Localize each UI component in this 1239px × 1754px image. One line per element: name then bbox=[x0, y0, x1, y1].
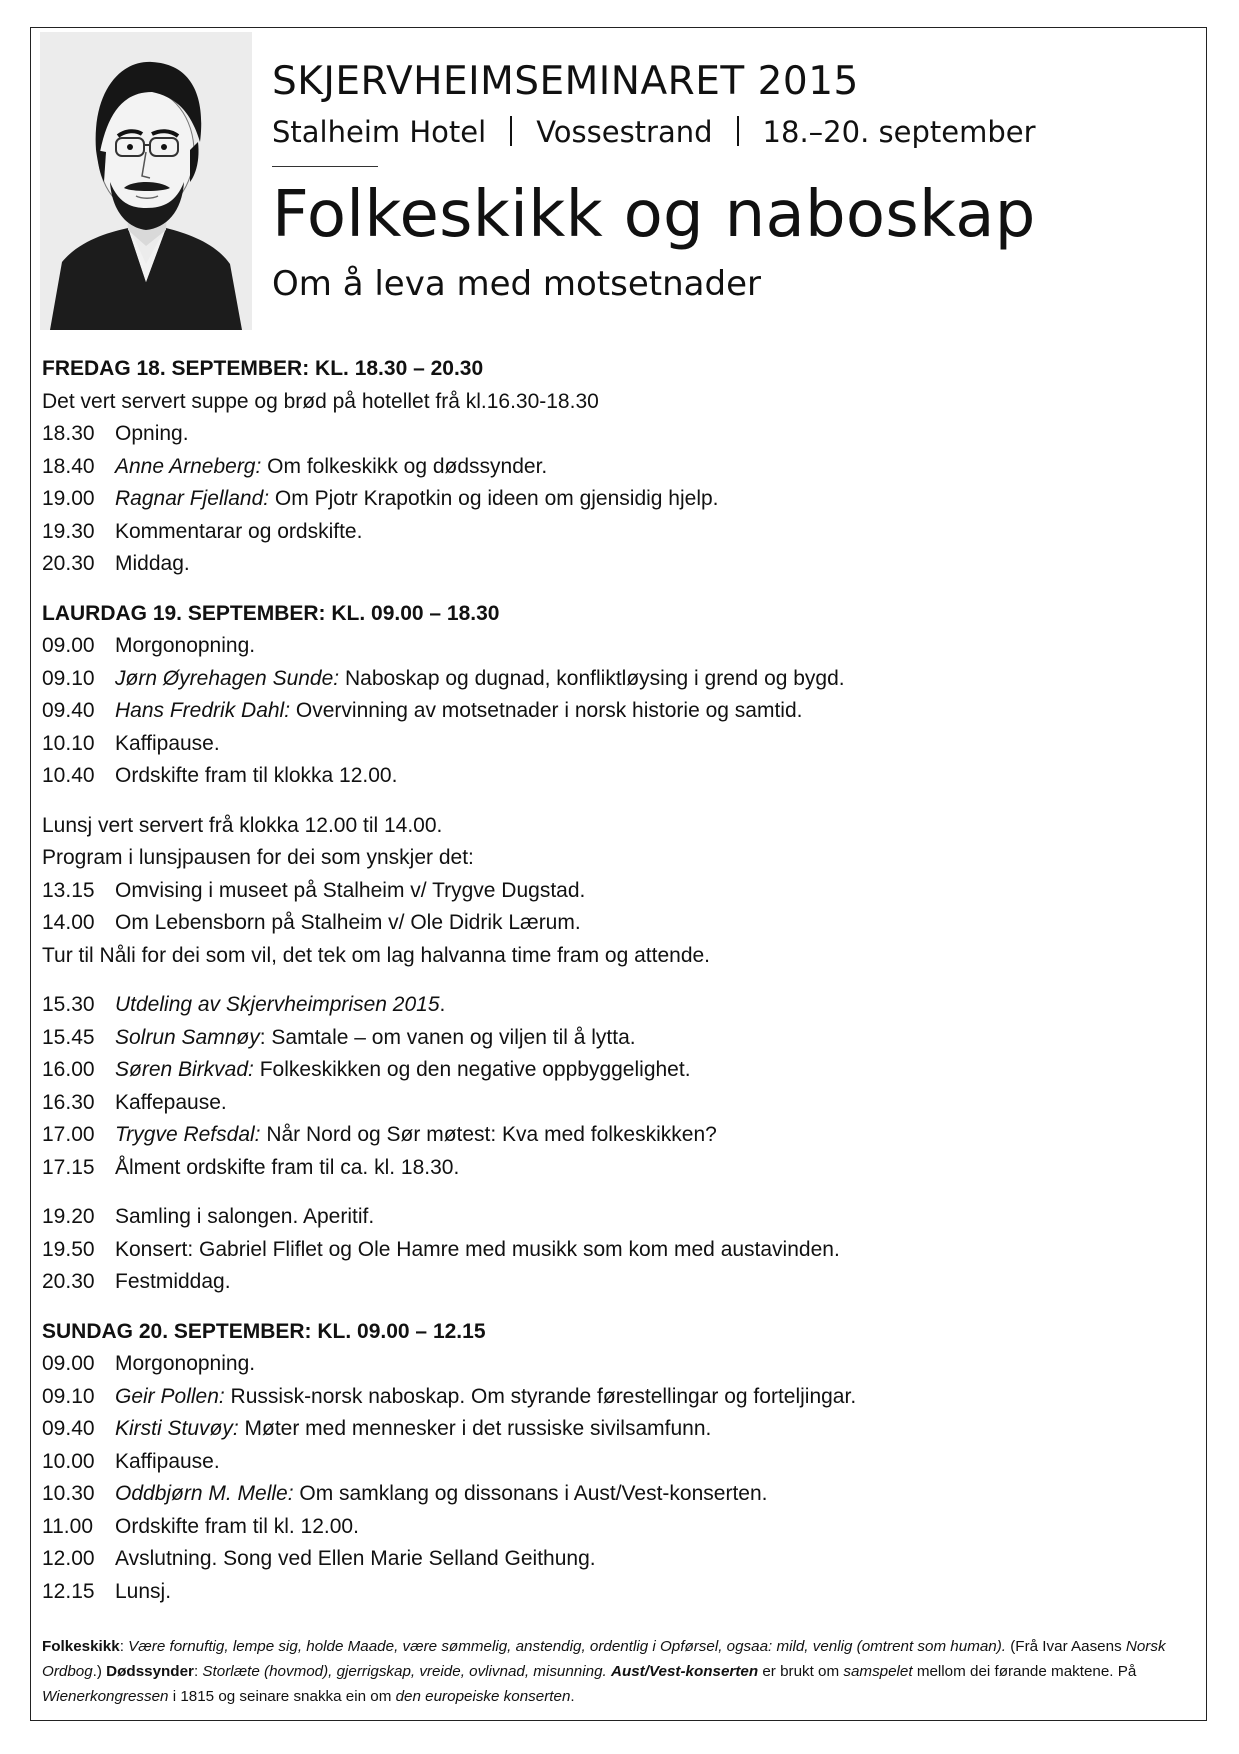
schedule-time: 16.00 bbox=[42, 1058, 95, 1081]
footnote-term: Folkeskikk bbox=[42, 1638, 120, 1655]
schedule-item bbox=[42, 418, 1192, 451]
schedule-list bbox=[42, 989, 1192, 1184]
schedule-item bbox=[42, 663, 1192, 696]
divider bbox=[510, 116, 512, 146]
footnote-definition: Storlæte (hovmod), gjerrigskap, vreide, ovlivnad, misunning. bbox=[202, 1663, 607, 1680]
schedule-text: Om folkeskikk og dødssynder. bbox=[261, 454, 548, 478]
schedule-time: 19.30 bbox=[42, 519, 95, 543]
schedule-time: 18.40 bbox=[42, 454, 95, 478]
footnote-text: : bbox=[119, 1638, 129, 1655]
schedule-item bbox=[42, 989, 1192, 1022]
footnote-text: er brukt om bbox=[758, 1663, 844, 1680]
footnote-term: Dødssynder bbox=[106, 1663, 194, 1680]
schedule-time: 15.45 bbox=[42, 1025, 95, 1049]
schedule-text: Ålment ordskifte fram til ca. kl. 18.30. bbox=[115, 1155, 460, 1179]
schedule-item bbox=[42, 1413, 1192, 1446]
schedule-text: Kommentarar og ordskifte. bbox=[115, 519, 363, 543]
schedule-item bbox=[42, 516, 1192, 549]
schedule-item bbox=[42, 760, 1192, 793]
schedule-item bbox=[42, 1348, 1192, 1381]
schedule-text: Avslutning. Song ved Ellen Marie Selland Geithung. bbox=[115, 1547, 596, 1570]
portrait-drawing bbox=[40, 32, 252, 330]
schedule-item bbox=[42, 1234, 1192, 1267]
venue: Stalheim Hotel bbox=[272, 115, 487, 149]
schedule-time: 09.10 bbox=[42, 666, 95, 690]
program bbox=[42, 353, 1192, 1608]
schedule-text: Samling i salongen. Aperitif. bbox=[115, 1205, 375, 1228]
place: Vossestrand bbox=[536, 115, 713, 149]
footnote-text: i 1815 og seinare snakka ein om bbox=[168, 1688, 396, 1705]
program-note: Tur til Nåli for dei som vil, det tek om lag halvanna time fram og attende. bbox=[42, 943, 711, 967]
page-title: Folkeskikk og naboskap bbox=[272, 178, 1036, 252]
program-note: Program i lunsjpausen for dei som ynskjer det: bbox=[42, 846, 474, 869]
schedule-text: Festmiddag. bbox=[115, 1270, 231, 1293]
schedule-time: 17.00 bbox=[42, 1123, 95, 1146]
schedule-time: 11.00 bbox=[42, 1514, 93, 1538]
schedule-item bbox=[42, 1152, 1192, 1185]
schedule-text: Ordskifte fram til kl. 12.00. bbox=[115, 1514, 359, 1538]
schedule-text: Middag. bbox=[115, 552, 190, 575]
footnote-text: : bbox=[193, 1663, 203, 1680]
speaker-name: Jørn Øyrehagen Sunde: bbox=[115, 666, 340, 690]
schedule-list bbox=[42, 630, 1192, 793]
program-note: Det vert servert suppe og brød på hotellet frå kl.16.30-18.30 bbox=[42, 389, 599, 413]
speaker-name: Anne Arneberg: bbox=[115, 454, 262, 478]
schedule-time: 09.40 bbox=[42, 1417, 95, 1440]
schedule-item bbox=[42, 1478, 1192, 1511]
schedule-item bbox=[42, 1511, 1192, 1544]
footnote bbox=[42, 1634, 1194, 1709]
program-note: Lunsj vert servert frå klokka 12.00 til 14.00. bbox=[42, 813, 443, 837]
page-subtitle: Om å leva med motsetnader bbox=[272, 264, 761, 304]
schedule-text: Russisk-norsk naboskap. Om styrande førestellingar og forteljingar. bbox=[224, 1384, 857, 1408]
schedule-time: 10.40 bbox=[42, 764, 95, 787]
schedule-item bbox=[42, 907, 1192, 940]
schedule-time: 19.00 bbox=[42, 487, 95, 510]
schedule-item bbox=[42, 1266, 1192, 1299]
footnote-emphasis: den europeiske konserten bbox=[395, 1688, 571, 1705]
schedule-time: 16.30 bbox=[42, 1090, 95, 1114]
schedule-time: 19.20 bbox=[42, 1205, 95, 1228]
footnote-book: Norsk Ordbog bbox=[42, 1638, 1166, 1680]
schedule-item bbox=[42, 630, 1192, 663]
footnote-text: (Frå Ivar Aasens bbox=[1006, 1638, 1126, 1655]
speaker-name: Hans Fredrik Dahl: bbox=[115, 699, 291, 722]
schedule-text: Overvinning av motsetnader i norsk historie og samtid. bbox=[290, 699, 803, 722]
schedule-text: Når Nord og Sør møtest: Kva med folkeskikken? bbox=[260, 1123, 717, 1146]
schedule-item bbox=[42, 1087, 1192, 1120]
divider bbox=[737, 116, 739, 146]
speaker-name: Søren Birkvad: bbox=[115, 1058, 254, 1081]
header bbox=[272, 58, 1172, 305]
schedule-time: 12.15 bbox=[42, 1579, 95, 1603]
schedule-item bbox=[42, 1446, 1192, 1479]
schedule-list bbox=[42, 875, 1192, 940]
speaker-name: Oddbjørn M. Melle: bbox=[115, 1482, 294, 1505]
schedule-text: Naboskap og dugnad, konfliktløysing i grend og bygd. bbox=[339, 666, 845, 690]
schedule-time: 09.00 bbox=[42, 634, 95, 657]
schedule-item bbox=[42, 1201, 1192, 1234]
seminar-series: SKJERVHEIMSEMINARET 2015 bbox=[272, 59, 859, 104]
footnote-text: . bbox=[570, 1688, 575, 1705]
schedule-text: Om Lebensborn på Stalheim v/ Ole Didrik Lærum. bbox=[115, 911, 581, 934]
schedule-item bbox=[42, 1381, 1192, 1414]
schedule-item bbox=[42, 728, 1192, 761]
schedule-item bbox=[42, 451, 1192, 484]
short-rule bbox=[272, 166, 378, 167]
portrait-icon bbox=[40, 32, 252, 330]
speaker-name: Kirsti Stuvøy: bbox=[115, 1417, 239, 1440]
schedule-item bbox=[42, 483, 1192, 516]
schedule-list bbox=[42, 1201, 1192, 1299]
schedule-text: Lunsj. bbox=[115, 1579, 172, 1603]
footnote-emphasis: Wienerkongressen bbox=[42, 1688, 169, 1705]
speaker-name: Ragnar Fjelland: bbox=[115, 487, 270, 510]
schedule-text: Omvising i museet på Stalheim v/ Trygve Dugstad. bbox=[115, 878, 586, 902]
schedule-time: 09.40 bbox=[42, 699, 95, 722]
dates: 18.–20. september bbox=[762, 115, 1036, 149]
schedule-time: 20.30 bbox=[42, 1270, 95, 1293]
schedule-text: : Samtale – om vanen og viljen til å lytta. bbox=[259, 1025, 636, 1049]
schedule-text: Om samklang og dissonans i Aust/Vest-konserten. bbox=[293, 1482, 768, 1505]
schedule-text: Morgonopning. bbox=[115, 1352, 256, 1375]
speaker-name: Geir Pollen: bbox=[115, 1384, 225, 1408]
schedule-text: Møter med mennesker i det russiske sivilsamfunn. bbox=[238, 1417, 712, 1440]
footnote-term: Aust/Vest-konserten bbox=[610, 1663, 759, 1680]
footnote-definition: Være fornuftig, lempe sig, holde Maade, være sømmelig, anstendig, ordentlig i Opførsel, ogsaa: mild, venlig (omtrent som human). bbox=[128, 1638, 1007, 1655]
day-heading: SUNDAG 20. SEPTEMBER: KL. 09.00 – 12.15 bbox=[42, 1319, 486, 1343]
schedule-time: 19.50 bbox=[42, 1237, 95, 1261]
schedule-time: 10.00 bbox=[42, 1449, 95, 1473]
schedule-text: Kaffipause. bbox=[115, 1449, 220, 1473]
schedule-time: 20.30 bbox=[42, 552, 95, 575]
schedule-text: Ordskifte fram til klokka 12.00. bbox=[115, 764, 398, 787]
schedule-text: Morgonopning. bbox=[115, 634, 256, 657]
footnote-text: mellom dei førande maktene. På bbox=[912, 1663, 1137, 1680]
speaker-name: Trygve Refsdal: bbox=[115, 1123, 261, 1146]
day-heading: LAURDAG 19. SEPTEMBER: KL. 09.00 – 18.30 bbox=[42, 601, 500, 625]
schedule-item bbox=[42, 1543, 1192, 1576]
schedule-item bbox=[42, 1054, 1192, 1087]
schedule-list bbox=[42, 1348, 1192, 1608]
footnote-text: .) bbox=[92, 1663, 107, 1680]
schedule-text: . bbox=[439, 993, 446, 1016]
schedule-time: 09.00 bbox=[42, 1352, 95, 1375]
schedule-text: Kaffepause. bbox=[115, 1090, 227, 1114]
schedule-item bbox=[42, 1119, 1192, 1152]
schedule-item bbox=[42, 875, 1192, 908]
schedule-time: 10.30 bbox=[42, 1482, 95, 1505]
schedule-time: 13.15 bbox=[42, 878, 95, 902]
speaker-name: Utdeling av Skjervheimprisen 2015 bbox=[115, 993, 440, 1016]
schedule-item bbox=[42, 695, 1192, 728]
schedule-time: 18.30 bbox=[42, 422, 95, 445]
schedule-item bbox=[42, 548, 1192, 581]
schedule-item bbox=[42, 1022, 1192, 1055]
speaker-name: Solrun Samnøy bbox=[115, 1025, 260, 1049]
schedule-time: 10.10 bbox=[42, 731, 95, 755]
schedule-time: 12.00 bbox=[42, 1547, 95, 1570]
schedule-text: Konsert: Gabriel Fliflet og Ole Hamre med musikk som kom med austavinden. bbox=[115, 1237, 840, 1261]
schedule-text: Folkeskikken og den negative oppbyggelighet. bbox=[253, 1058, 691, 1081]
day-heading: FREDAG 18. SEPTEMBER: KL. 18.30 – 20.30 bbox=[42, 357, 484, 380]
schedule-list bbox=[42, 418, 1192, 581]
schedule-time: 15.30 bbox=[42, 993, 95, 1016]
schedule-item bbox=[42, 1576, 1192, 1609]
schedule-text: Opning. bbox=[115, 422, 189, 445]
footnote-emphasis: samspelet bbox=[843, 1663, 913, 1680]
schedule-text: Om Pjotr Krapotkin og ideen om gjensidig hjelp. bbox=[269, 487, 719, 510]
schedule-time: 14.00 bbox=[42, 911, 95, 934]
schedule-time: 17.15 bbox=[42, 1155, 95, 1179]
schedule-time: 09.10 bbox=[42, 1384, 95, 1408]
event-meta bbox=[272, 112, 1172, 152]
schedule-text: Kaffipause. bbox=[115, 731, 220, 755]
